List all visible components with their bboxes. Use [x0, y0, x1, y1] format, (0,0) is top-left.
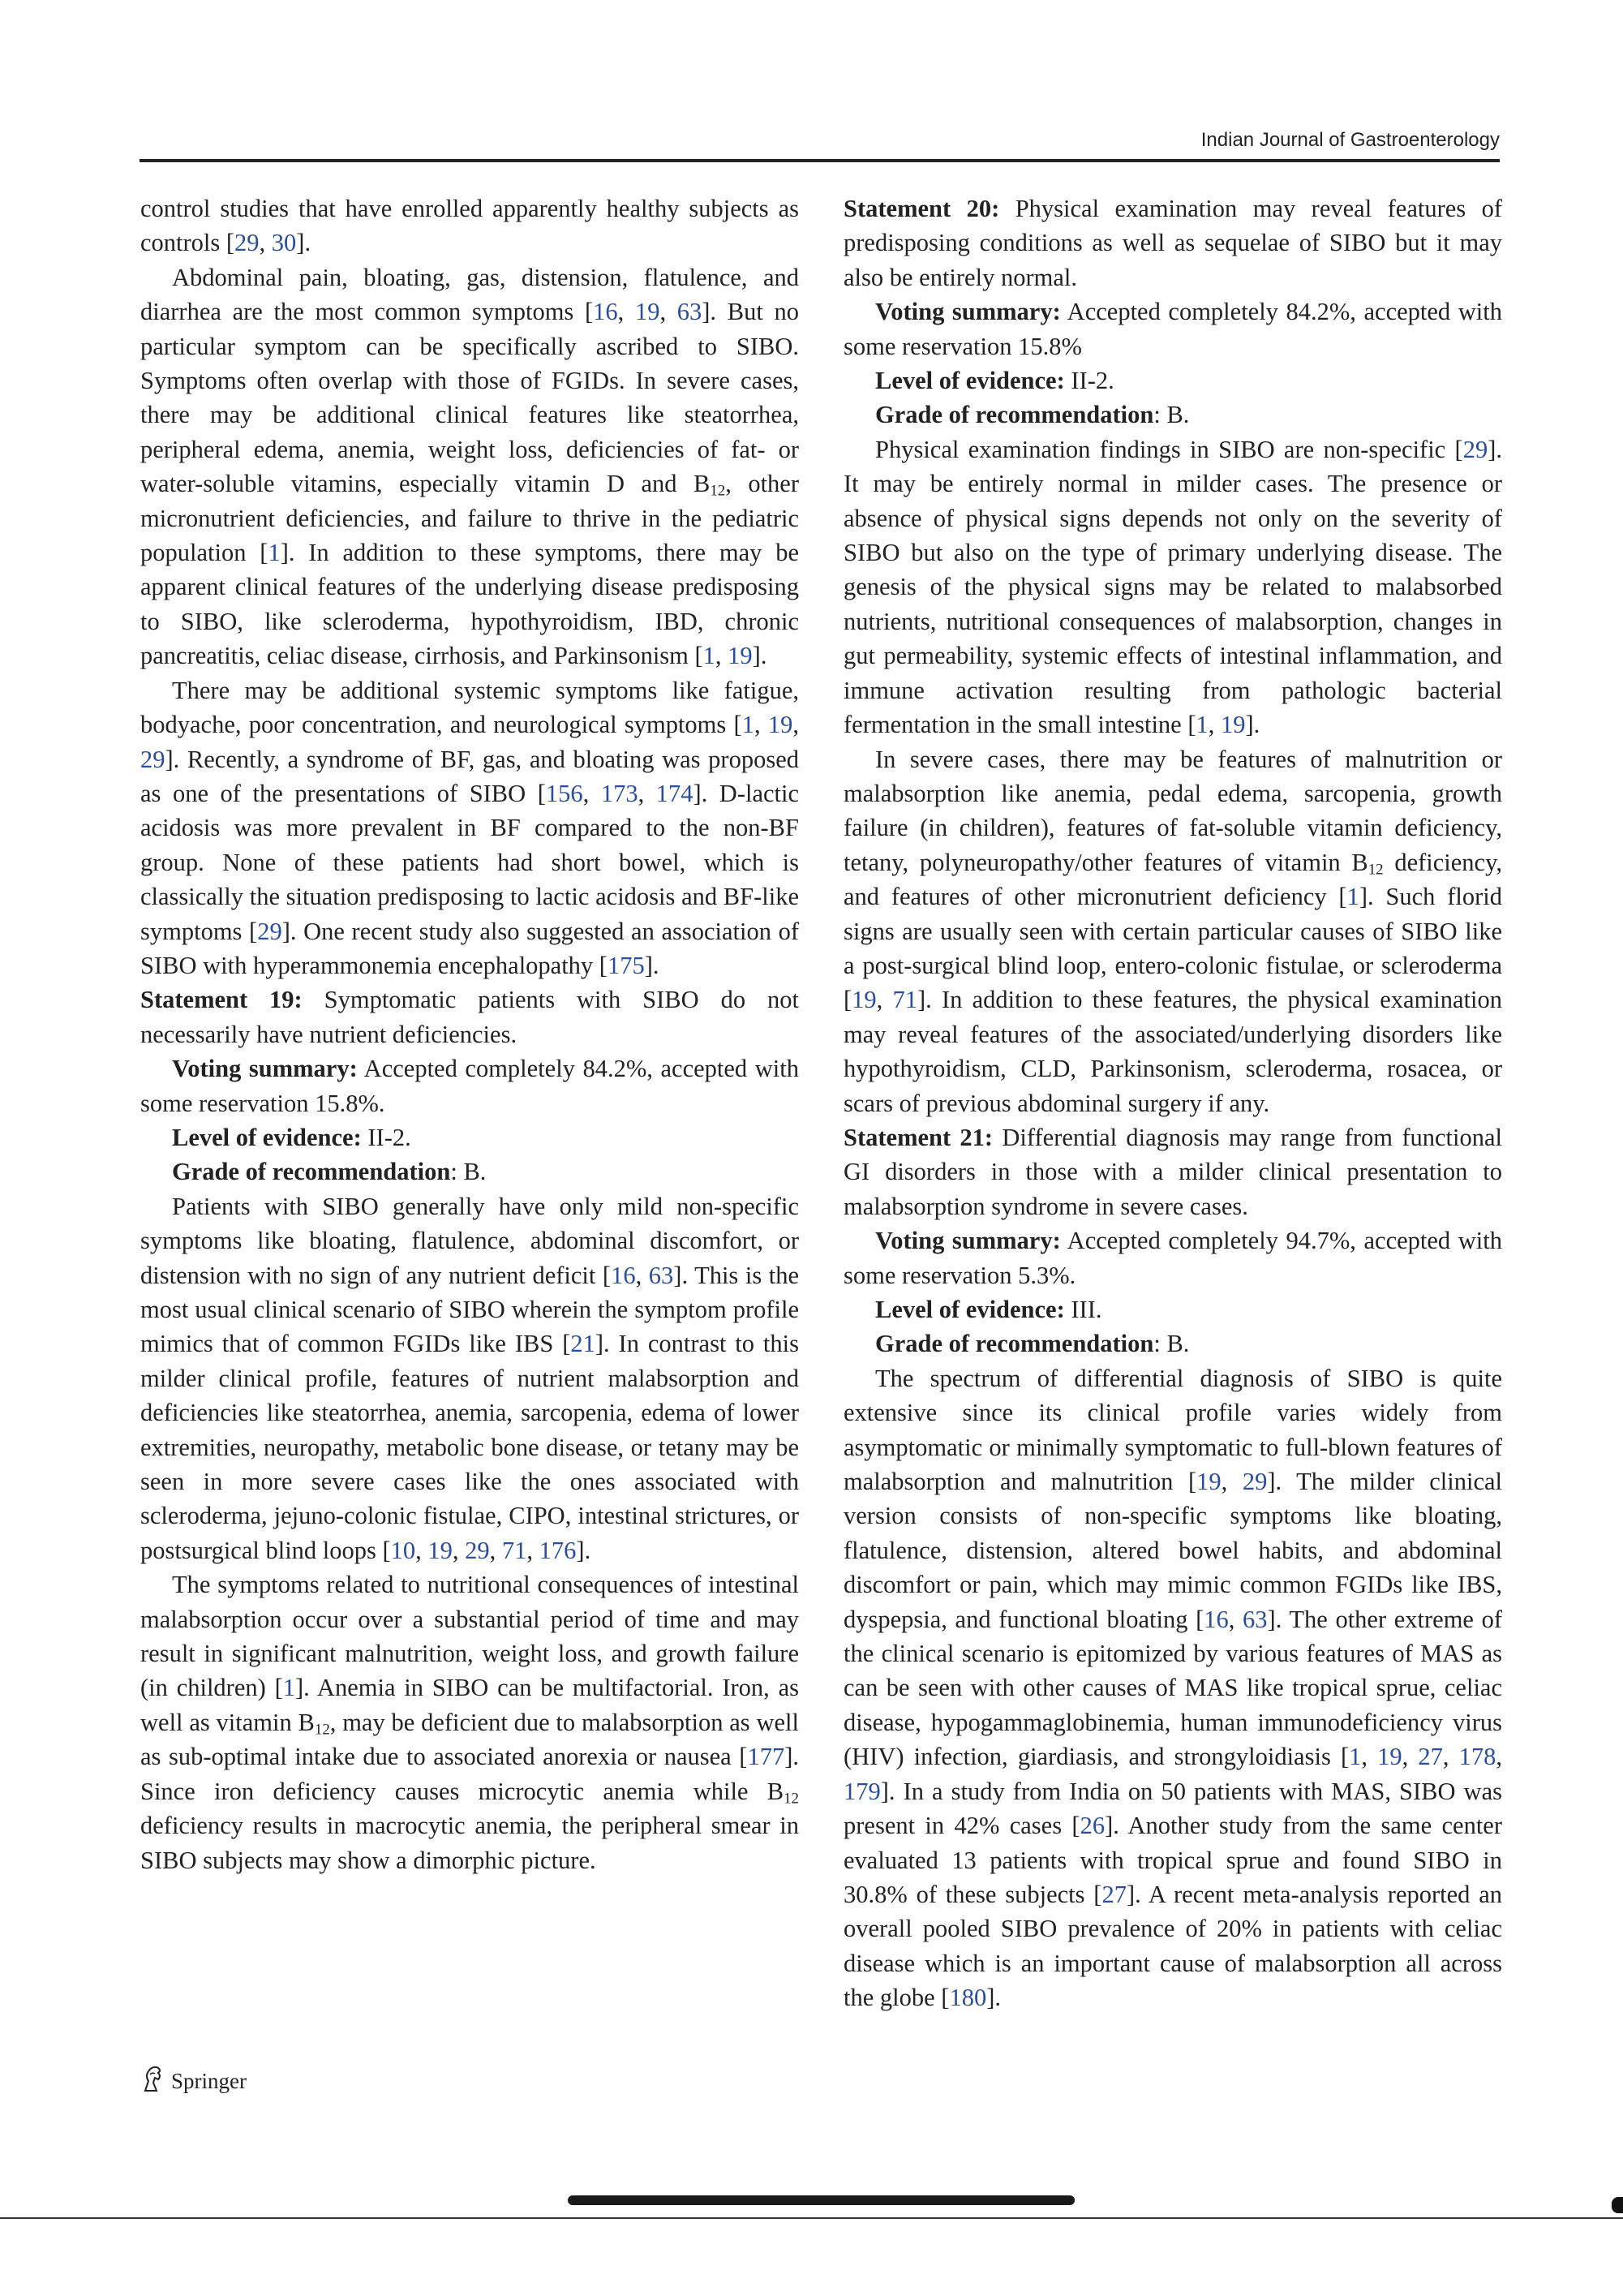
text: , [635, 1261, 649, 1289]
bottom-divider [0, 2217, 1623, 2219]
citation-link[interactable]: 10 [390, 1536, 416, 1564]
citation-link[interactable]: 180 [949, 1984, 987, 2012]
citation-link[interactable]: 29 [465, 1536, 490, 1564]
level-of-evidence [844, 363, 1502, 398]
voting-summary [844, 1223, 1502, 1292]
citation-link[interactable]: 1 [282, 1674, 296, 1702]
citation-link[interactable]: 27 [1101, 1880, 1127, 1908]
grade-label: Grade of recommendation [172, 1158, 451, 1186]
paragraph [844, 1361, 1502, 2015]
paragraph [140, 260, 799, 673]
voting-summary [140, 1051, 799, 1120]
citation-link[interactable]: 1 [1346, 883, 1359, 911]
statement-text: Physical examination may reveal features of predisposing conditions as well as sequelae of SIBO but it may also be entirely normal. [844, 195, 1502, 291]
citation-link[interactable]: 21 [570, 1330, 595, 1358]
text: , [1208, 711, 1222, 739]
text: ]. This is the most usual clinical scenario of SIBO wherein the symptom profile mimics that of common FGIDs like IBS [ [140, 1261, 800, 1358]
text: , [715, 642, 728, 670]
text: ]. Since iron deficiency causes microcytic anemia while B [140, 1743, 799, 1805]
text: ]. [576, 1536, 591, 1564]
text: The spectrum of differential diagnosis of SIBO is quite extensive since its clinical profile varies widely from asymptomatic or minimally symptomatic to full-blown features of malabsorption and malnutrition [ [844, 1364, 1502, 1496]
statement-19 [140, 982, 799, 1051]
text: ]. In addition to these features, the physical examination may reveal features of the associated/underlying disorders like hypothyroidism, CLD, Parkinsonism, scleroderma, rosacea, or scars of previous abdominal surgery if any. [844, 986, 1503, 1117]
text: ]. Recently, a syndrome of BF, gas, and bloating was proposed as one of the presentations of SIBO [ [140, 745, 799, 807]
publisher-name: Springer [171, 2069, 247, 2093]
text: Physical examination findings in SIBO are non-specific [ [875, 435, 1463, 463]
citation-link[interactable]: 19 [1221, 711, 1246, 739]
citation-link[interactable]: 29 [140, 745, 165, 773]
citation-link[interactable]: 1 [702, 642, 715, 670]
text: In severe cases, there may be features of malnutrition or malabsorption like anemia, pedal edema, sarcopenia, growth failure (in children), features of fat-soluble vitamin deficiency, tetany, polyneuropathy/other features of vitamin B [844, 745, 1502, 876]
text: ]. [296, 229, 311, 257]
text: ]. Anemia in SIBO can be multifactorial. Iron, as well as vitamin B [140, 1674, 800, 1736]
text: ]. The milder clinical version consists of non-specific symptoms like bloating, flatulence, distension, altered bowel habits, and abdominal discomfort or pain, which may mimic common FGIDs like IBS, dyspepsia, and functional bloating [ [844, 1468, 1503, 1633]
text: , [659, 298, 677, 326]
grade-label: Grade of recommendation [875, 1330, 1154, 1358]
paragraph [140, 673, 799, 983]
citation-link[interactable]: 156 [545, 779, 583, 807]
subscript: 12 [784, 1790, 799, 1808]
text: , [617, 298, 635, 326]
voting-text: Accepted completely 94.7%, accepted with some reservation 5.3%. [844, 1227, 1502, 1289]
level-of-evidence [140, 1120, 799, 1154]
left-column [140, 191, 799, 1877]
header-rule [140, 159, 1500, 162]
citation-link[interactable]: 30 [271, 229, 297, 257]
citation-link[interactable]: 19 [427, 1536, 453, 1564]
grade-text: : B. [450, 1158, 487, 1186]
citation-link[interactable]: 26 [1080, 1812, 1106, 1840]
springer-logo [140, 2065, 247, 2098]
citation-link[interactable]: 16 [611, 1261, 636, 1289]
voting-label: Voting summary: [875, 1227, 1061, 1255]
citation-link[interactable]: 19 [1196, 1468, 1222, 1496]
citation-link[interactable]: 63 [676, 298, 702, 326]
text: deficiency results in macrocytic anemia, the peripheral smear in SIBO subjects may show a dimorphic picture. [140, 1812, 799, 1874]
text: ]. Another study from the same center evaluated 13 patients with tropical sprue and found SIBO in 30.8% of these subjects [ [844, 1812, 1502, 1908]
text: , may be deficient due to malabsorption as well as sub-optimal intake due to associated anorexia or nausea [ [140, 1708, 799, 1771]
citation-link[interactable]: 71 [501, 1536, 527, 1564]
level-of-evidence [844, 1292, 1502, 1326]
text: , [582, 779, 601, 807]
grade-of-recommendation [844, 398, 1502, 432]
text: , [526, 1536, 539, 1564]
subscript: 12 [710, 482, 726, 500]
paragraph [140, 191, 799, 260]
text: ]. Such florid signs are usually seen with certain particular causes of SIBO like a post-surgical blind loop, entero-colonic fistulae, or scleroderma [ [844, 883, 1502, 1014]
statement-label: Statement 19: [140, 986, 303, 1014]
citation-link[interactable]: 174 [655, 779, 693, 807]
text: , [489, 1536, 502, 1564]
text: ]. It may be entirely normal in milder cases. The presence or absence of physical signs depends not only on the severity of SIBO but also on the type of primary underlying disease. The genesis of the physical signs may be related to malabsorbed nutrients, nutritional consequences of malabsorption, changes in gut permeability, systemic effects of intestinal inflammation, and immune activation resulting from pathologic bacterial fermentation in the small intestine [ [844, 435, 1502, 739]
citation-link[interactable]: 19 [1377, 1743, 1402, 1771]
level-label: Level of evidence: [875, 1296, 1065, 1323]
citation-link[interactable]: 177 [747, 1743, 785, 1771]
citation-link[interactable]: 173 [600, 779, 638, 807]
text: ]. In contrast to this milder clinical profile, features of nutrient malabsorption and deficiencies like steatorrhea, anemia, sarcopenia, edema of lower extremities, neuropathy, metabolic bone disease, or tetany may be seen in more severe cases like the ones associated with scleroderma, jejuno-colonic fistulae, CIPO, intestinal strictures, or postsurgical blind loops [ [140, 1330, 799, 1564]
text: , [259, 229, 272, 257]
edge-tab[interactable] [1612, 2197, 1623, 2213]
text: ]. One recent study also suggested an association of SIBO with hyperammonemia encephalopathy [ [140, 917, 799, 979]
grade-text: : B. [1153, 401, 1190, 429]
citation-link[interactable]: 71 [892, 986, 918, 1014]
citation-link[interactable]: 1 [741, 711, 754, 739]
voting-text: Accepted completely 84.2%, accepted with some reservation 15.8% [844, 298, 1502, 360]
text: ]. [752, 642, 767, 670]
citation-link[interactable]: 29 [1462, 435, 1488, 463]
statement-text: Symptomatic patients with SIBO do not necessarily have nutrient deficiencies. [140, 986, 799, 1048]
text: ]. [1245, 711, 1260, 739]
text: , [876, 986, 893, 1014]
text: , [1221, 1468, 1243, 1496]
text: , [1361, 1743, 1378, 1771]
citation-link[interactable]: 19 [634, 298, 660, 326]
text: control studies that have enrolled apparently healthy subjects as controls [ [140, 195, 799, 257]
text: ]. [644, 951, 659, 979]
journal-title: Indian Journal of Gastroenterology [1200, 129, 1500, 151]
citation-link[interactable]: 63 [648, 1261, 674, 1289]
citation-link[interactable]: 27 [1418, 1743, 1443, 1771]
citation-link[interactable]: 19 [767, 711, 793, 739]
grade-text: : B. [1153, 1330, 1190, 1358]
citation-link[interactable]: 63 [1243, 1605, 1268, 1633]
statement-label: Statement 21: [844, 1123, 994, 1151]
statement-text: Differential diagnosis may range from functional GI disorders in those with a milder clinical presentation to malabsorption syndrome in severe cases. [844, 1123, 1502, 1220]
text: deficiency, and features of other micronutrient deficiency [ [844, 848, 1502, 911]
text: ]. In a study from India on 50 patients with MAS, SIBO was present in 42% cases [ [844, 1777, 1502, 1840]
home-indicator-bar[interactable] [568, 2195, 1075, 2205]
statement-label: Statement 20: [844, 195, 1000, 222]
citation-link[interactable]: 16 [1204, 1605, 1229, 1633]
text: , [415, 1536, 428, 1564]
text: , [638, 779, 656, 807]
text: , [1496, 1743, 1503, 1771]
voting-label: Voting summary: [172, 1055, 358, 1083]
level-text: III. [1064, 1296, 1102, 1323]
right-column [844, 191, 1502, 2015]
level-label: Level of evidence: [172, 1123, 362, 1151]
citation-link[interactable]: 1 [268, 539, 281, 567]
springer-horse-icon [140, 2065, 165, 2098]
text: ]. [986, 1984, 1001, 2012]
citation-link[interactable]: 16 [593, 298, 618, 326]
citation-link[interactable]: 19 [852, 986, 877, 1014]
paragraph [844, 742, 1502, 1120]
text: ]. D-lactic acidosis was more prevalent in BF compared to the non-BF group. None of these patients had short bowel, which is classically the situation predisposing to lactic acidosis and BF-like symptoms [ [140, 779, 800, 945]
citation-link[interactable]: 1 [1196, 711, 1209, 739]
text: , [1402, 1743, 1419, 1771]
text: , [754, 711, 768, 739]
paragraph [844, 432, 1502, 742]
statement-21 [844, 1120, 1502, 1223]
level-text: II-2. [1064, 367, 1114, 395]
citation-link[interactable]: 176 [539, 1536, 577, 1564]
citation-link[interactable]: 29 [234, 229, 260, 257]
citation-link[interactable]: 178 [1458, 1743, 1496, 1771]
citation-link[interactable]: 1 [1349, 1743, 1362, 1771]
subscript: 12 [1368, 861, 1384, 879]
subscript: 12 [314, 1721, 330, 1739]
paragraph [140, 1567, 799, 1877]
text: ]. In addition to these symptoms, there may be apparent clinical features of the underlying disease predisposing to SIBO, like scleroderma, hypothyroidism, IBD, chronic pancreatitis, celiac disease, cirrhosis, and Parkinsonism [ [140, 539, 799, 670]
text: , [452, 1536, 466, 1564]
voting-text: Accepted completely 84.2%, accepted with some reservation 15.8%. [140, 1055, 799, 1117]
text: There may be additional systemic symptoms like fatigue, bodyache, poor concentration, and neurological symptoms [ [140, 676, 799, 739]
citation-link[interactable]: 29 [1242, 1468, 1268, 1496]
grade-of-recommendation [140, 1154, 799, 1189]
citation-link[interactable]: 19 [728, 642, 753, 670]
grade-label: Grade of recommendation [875, 401, 1154, 429]
voting-summary [844, 295, 1502, 363]
citation-link[interactable]: 29 [257, 917, 282, 945]
text: ]. The other extreme of the clinical scenario is epitomized by various features of MAS as can be seen with other causes of MAS like tropical sprue, celiac disease, hypogammaglobinemia, human immunodeficiency virus (HIV) infection, giardiasis, and strongyloidiasis [ [844, 1605, 1503, 1771]
citation-link[interactable]: 179 [844, 1777, 881, 1805]
grade-of-recommendation [844, 1326, 1502, 1361]
text: , [792, 711, 799, 739]
level-label: Level of evidence: [875, 367, 1065, 395]
statement-20 [844, 191, 1502, 295]
text: , [1228, 1605, 1243, 1633]
text: Patients with SIBO generally have only mild non-specific symptoms like bloating, flatulence, abdominal discomfort, or distension with no sign of any nutrient deficit [ [140, 1192, 799, 1289]
level-text: II-2. [361, 1123, 411, 1151]
text: Abdominal pain, bloating, gas, distension, flatulence, and diarrhea are the most common symptoms [ [140, 263, 799, 326]
text: , other micronutrient deficiencies, and failure to thrive in the pediatric population [ [140, 470, 800, 567]
voting-label: Voting summary: [875, 298, 1061, 326]
text: , [1442, 1743, 1459, 1771]
paragraph [140, 1189, 799, 1567]
text: ]. But no particular symptom can be specifically ascribed to SIBO. Symptoms often overlap with those of FGIDs. In severe cases, there may be additional clinical features like steatorrhea, peripheral edema, anemia, weight loss, deficiencies of fat- or water-soluble vitamins, especially vitamin D and B [140, 298, 799, 498]
text: ]. A recent meta-analysis reported an overall pooled SIBO prevalence of 20% in patients with celiac disease which is an important cause of malabsorption all across the globe [ [844, 1880, 1503, 2012]
citation-link[interactable]: 175 [607, 951, 645, 979]
text: The symptoms related to nutritional consequences of intestinal malabsorption occur over a substantial period of time and may result in significant malnutrition, weight loss, and growth failure (in children) [ [140, 1571, 799, 1702]
